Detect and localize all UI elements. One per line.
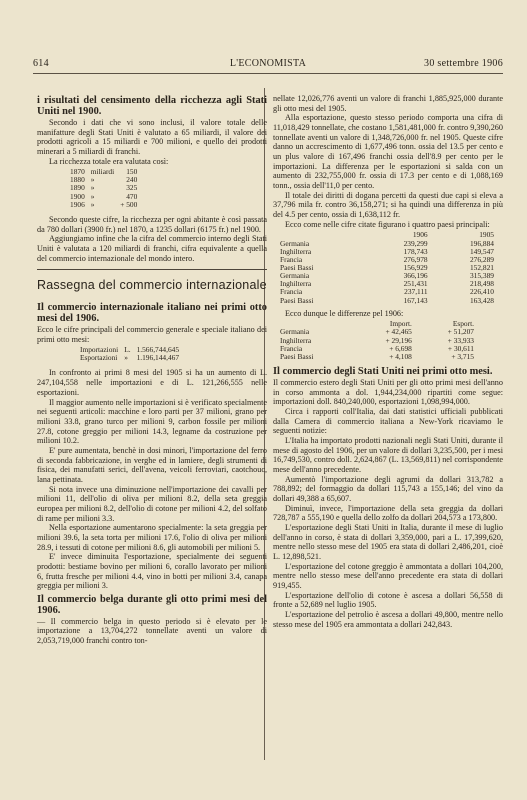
paragraph: nellate 12,026,776 aventi un valore di franchi 1,885,925,000 durante gli otto mesi del 1905. <box>273 94 503 113</box>
left-column <box>37 94 267 646</box>
paragraph: Si nota invece una diminuzione nell'importazione dei cavalli per milioni 11, dell'olio di oliva per milioni 8.2, della seta greggia europea per milioni 8.2, dell'olio di cotone per milioni 4.2, del solfato di rame per milioni 3.3. <box>37 484 267 523</box>
paragraph: Ecco come nelle cifre citate figurano i quattro paesi principali: <box>285 219 490 229</box>
table-cell: Inghilterra <box>280 246 312 256</box>
paragraph: La ricchezza totale era valutata così: <box>49 156 169 166</box>
table-cell: 325 <box>126 183 138 193</box>
table-cell: 470 <box>126 191 138 201</box>
paragraph: — Il commercio belga in questo periodo si è elevato per le importazione a 13,704,272 tonnellate aventi un valore di 2,053,719,000 franchi contro ton- <box>37 616 267 646</box>
paragraph: Alla esportazione, questo stesso periodo comporta una cifra di 11,018,429 tonnellate, che costano 1,581,481,000 fr. contro 9,390,260 tonnellate aventi un valore di 1,348,726,000 fr. nel 1905. Queste cifre danno un accrescimento di 1,677,496 tonn. ossia del 13.5 per cento e un plus valore di 167,496 franchi ossia dell'8.9 per cento per le importazioni. La differenza per le esportazioni si salda con un aumento di 232,755,000 fr. ossia di 17.3 per cento e di 1,088,169 tonn., ossia dell'11,0 per cento. <box>273 113 503 191</box>
table-cell: 218,498 <box>469 279 494 289</box>
table-cell: + 4,108 <box>389 351 412 361</box>
paragraph: L'esportazione del petrolio è ascesa a dollari 49,800, mentre nello stesso mese del 1905 era ammontata a dollari 242,843. <box>273 610 503 629</box>
table-cell: 315,389 <box>469 271 494 281</box>
table-cell: Importazioni <box>80 345 119 355</box>
page-number: 614 <box>33 58 49 69</box>
table-cell: 149,547 <box>469 246 494 256</box>
paragraph: Il maggior aumento nelle importazioni si è verificato specialmente nei seguenti articoli: macchine e loro parti per 37 milioni, grano per milioni 33.8, grano turco per milioni 9, carbon fossile per milioni 27.8, cotone greggio per milioni 14.3, legname da costruzione per milioni 10.2. <box>37 397 267 446</box>
table-cell: L. <box>124 345 131 355</box>
paragraph: Circa i rapporti coll'Italia, dai dati statistici ufficiali pubblicati dalla Camera di commercio italiana a New-York ricaviamo le seguenti notizie: <box>273 406 503 436</box>
table-cell: Francia <box>280 343 303 353</box>
table-cell: + 6,698 <box>389 343 412 353</box>
paragraph: E' invece diminuita l'esportazione, specialmente dei seguenti prodotti: bestiame bovino per milioni 6, corallo lavorato per milioni 6, frutta fresche per milioni 4.4, vino in botti per milioni 3.4, canapa greggia per milioni 3. <box>37 552 267 591</box>
right-column <box>273 94 503 629</box>
paragraph: Il totale dei diritti di dogana percetti da questi due capi si eleva a 37,796 mila fr. contro 36,158,271; si ha quindi una differenza in più del 4.5 per cento, ossia di 1,638,112 fr. <box>273 190 503 220</box>
table-cell: Germania <box>280 271 310 281</box>
paragraph: Nella esportazione aumentarono specialmente: la seta greggia per milioni 39.6, la seta torta per milioni 17.6, l'olio di oliva per milioni 28.9, i tessuti di cotone per milioni 8.6, gli automobili per milioni 5. <box>37 523 267 552</box>
table-cell: + 42,465 <box>385 327 412 337</box>
table-row <box>77 354 182 362</box>
table-cell: 178,743 <box>403 246 428 256</box>
table-cell: + 33,933 <box>447 335 474 345</box>
table-cell: 1890 <box>70 183 85 193</box>
table-cell: Francia <box>280 254 303 264</box>
countries-table <box>277 231 497 304</box>
table-cell: 152,821 <box>469 262 494 272</box>
section-title: Rassegna del commercio internazionale <box>37 278 267 293</box>
table-row <box>277 297 497 305</box>
table-cell: 237,111 <box>404 287 428 297</box>
table-cell: 167,143 <box>403 295 428 305</box>
column-header: Import. <box>389 319 412 329</box>
column-header: 1905 <box>479 230 494 240</box>
article-heading: Il commercio degli Stati Uniti nei primi otto mesi. <box>273 366 493 378</box>
table-cell: » <box>90 199 95 209</box>
article-heading: Il commercio belga durante gli otto primi mesi del 1906. <box>37 593 267 616</box>
table-cell: 276,978 <box>403 254 428 264</box>
paragraph: L'esportazione del cotone greggio è ammontata a dollari 104,200, mentre nello stesso mese dell'anno precedente era stata di dollari 919,455. <box>273 561 503 591</box>
table-cell: » <box>90 175 95 185</box>
table-cell: » <box>124 353 128 363</box>
page-header <box>33 58 503 72</box>
italy-trade-table <box>77 346 182 362</box>
table-cell: 240 <box>126 175 138 185</box>
paragraph: Secondo queste cifre, la ricchezza per ogni abitante è così passata da 780 dollari (3900 fr.) nel 1870, a 1235 dollari (6175 fr.) nel 1900. <box>37 214 267 234</box>
section-divider <box>37 269 267 270</box>
paragraph: Ecco dunque le differenze pel 1906: <box>285 308 404 318</box>
table-cell: Germania <box>280 238 310 248</box>
table-cell: Paesi Bassi <box>280 295 314 305</box>
column-header: Esport. <box>452 319 474 329</box>
column-header: 1906 <box>412 230 428 240</box>
table-row <box>277 353 477 361</box>
journal-title: L'ECONOMISTA <box>229 58 307 69</box>
table-cell: 276,289 <box>469 254 494 264</box>
issue-date: 30 settembre 1906 <box>424 58 503 69</box>
table-cell: + 3,715 <box>451 351 474 361</box>
table-cell: Francia <box>280 287 303 297</box>
table-cell: 239,299 <box>403 238 428 248</box>
paragraph: In confronto ai primi 8 mesi del 1905 si ha un aumento di L. 247,104,558 nelle importazioni e di L. 121,266,555 nelle esportazioni. <box>37 368 267 397</box>
table-cell: 366,196 <box>403 271 428 281</box>
table-cell: + 51,207 <box>447 327 474 337</box>
table-cell: Inghilterra <box>280 279 312 289</box>
table-cell: Inghilterra <box>280 335 312 345</box>
paragraph: Aggiungiamo infine che la cifra del commercio interno degli Stati Uniti è valutata a 120 miliardi di franchi, cifra equivalente a quella del commercio internazionale del mondo intero. <box>37 234 267 263</box>
table-cell: + 29,196 <box>385 335 412 345</box>
table-cell: » <box>90 183 95 193</box>
table-cell: Germania <box>280 327 310 337</box>
paragraph: L'Italia ha importato prodotti nazionali negli Stati Uniti, durante il mese di agosto del 1906, per un valore di dollari 3,235,500, per i mesi 16,749,530, contro doll. 2,624,867 (L. 13,569,811) nel corrispondente mese dell'anno precedente. <box>273 436 503 475</box>
table-row <box>277 337 477 345</box>
table-cell: Esportazioni <box>80 353 118 363</box>
table-cell: + 500 <box>120 199 138 209</box>
table-cell: + 30,611 <box>447 343 474 353</box>
table-cell: 196,884 <box>469 238 494 248</box>
table-cell: 226,410 <box>469 287 494 297</box>
table-cell: 251,431 <box>403 279 428 289</box>
article-heading: Il commercio internazionale italiano nei primi otto mesi del 1906. <box>37 302 267 324</box>
table-cell: 150 <box>126 167 138 177</box>
paragraph: Diminuì, invece, l'importazione della seta greggia da dollari 728,787 a 555,190 e quella dello zolfo da dollari 204,573 a 173,800. <box>273 503 503 523</box>
table-cell: 1880 <box>70 175 85 185</box>
paragraph: E' pure aumentata, benchè in dosi minori, l'importazione del ferro di seconda fabbricazione, in verghe ed in lamiere, degli strumenti di fisica, dei manufatti serici, dell'avena, veicoli ferroviari, caotchouc, lana pettinata. <box>37 445 267 484</box>
paragraph-heading: i risultati del censimento della ricchezza agli Stati Uniti nel 1900. <box>37 95 267 117</box>
wealth-table <box>67 168 140 209</box>
table-row <box>67 201 140 209</box>
table-cell: 1900 <box>70 191 85 201</box>
table-row <box>277 264 497 272</box>
table-cell: miliardi <box>90 167 115 177</box>
paragraph: L'esportazione degli Stati Uniti in Italia, durante il mese di luglio dell'anno in corso, è stata di dollari 3,359,000, pari a L. 17,399,620, mentre nello stesso mese del 1905 era stata di dollari 2,486,201, cioè L. 12,898,521. <box>273 523 503 562</box>
table-cell: 163,428 <box>469 295 494 305</box>
header-rule <box>33 73 503 74</box>
table-row <box>277 248 497 256</box>
table-cell: Paesi Bassi <box>280 351 314 361</box>
paragraph: Secondo i dati che vi sono inclusi, il valore totale delle manifatture degli Stati Uniti è valutato a 65 miliardi, il valore dei prodotti agricoli a 15 miliardi e 700 milioni, e quello dei prodotti minerari a 5 miliardi di franchi. <box>37 117 267 156</box>
table-cell: 1.566,744,645 <box>136 345 180 355</box>
paragraph: Aumentò l'importazione degli agrumi da dollari 313,782 a 788,892; del formaggio da dollari 115,743 a 155,146; del vino da dollari 49,388 a 65,607. <box>273 474 503 504</box>
table-cell: Paesi Bassi <box>280 262 314 272</box>
table-cell: 1906 <box>70 199 85 209</box>
differences-table <box>277 320 477 361</box>
table-cell: 156,929 <box>403 262 428 272</box>
table-cell: 1.196,144,467 <box>136 353 180 363</box>
table-row <box>277 280 497 288</box>
table-cell: 1870 <box>70 167 85 177</box>
table-cell: » <box>90 191 95 201</box>
paragraph: L'esportazione dell'olio di cotone è ascesa a dollari 56,558 di fronte a 52,689 nel luglio 1905. <box>273 590 503 610</box>
paragraph: Il commercio estero degli Stati Uniti per gli otto primi mesi dell'anno in corso ammonta a dol. 1,944,234,000 ripartiti come segue: importazioni doll. 840,240,000, esportazioni 1,098,994,000. <box>273 377 503 407</box>
paragraph: Ecco le cifre principali del commercio generale e speciale italiano dei primi otto mesi: <box>37 324 267 344</box>
